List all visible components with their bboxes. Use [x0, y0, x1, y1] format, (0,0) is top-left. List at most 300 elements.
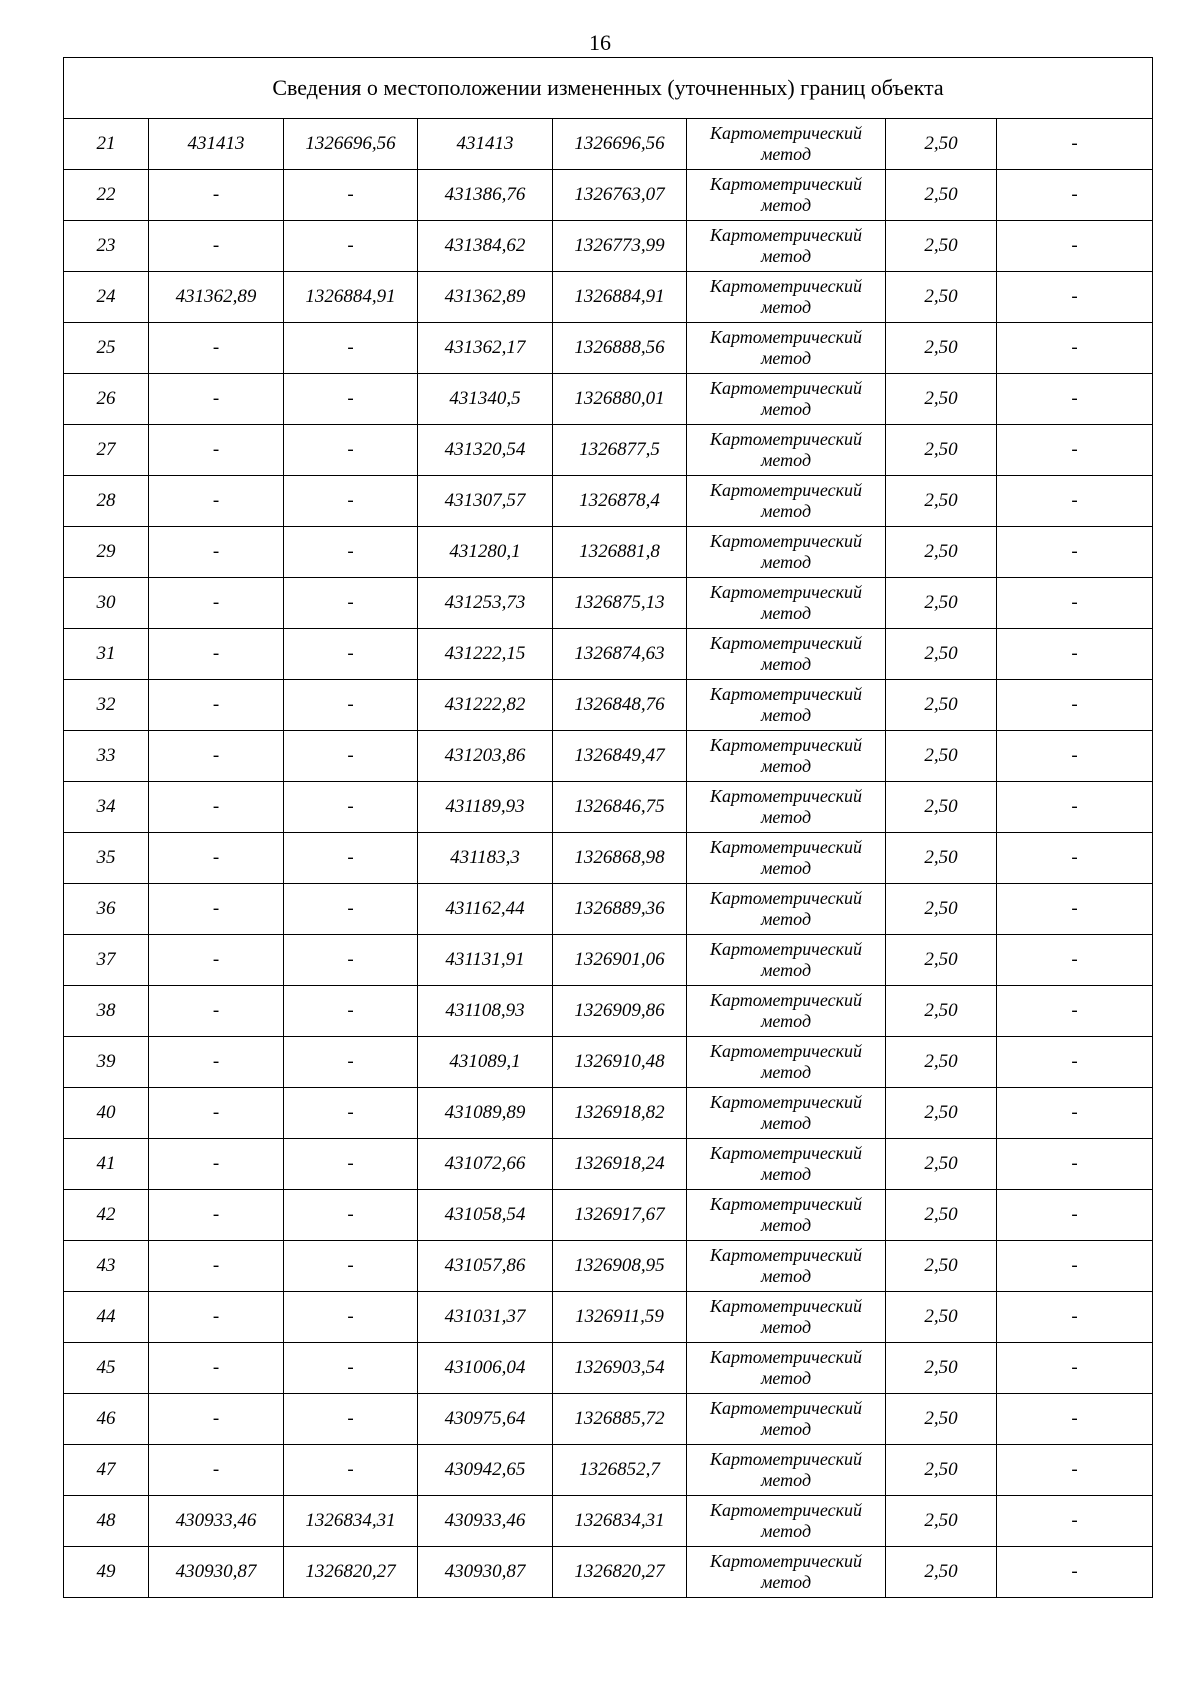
- accuracy-cell: 2,50: [886, 578, 997, 629]
- accuracy-cell: 2,50: [886, 1190, 997, 1241]
- point-number-cell: 25: [64, 323, 149, 374]
- existing-y-cell: -: [284, 731, 418, 782]
- method-line-2: метод: [760, 297, 812, 317]
- existing-x-cell: -: [149, 884, 284, 935]
- point-number-cell: 31: [64, 629, 149, 680]
- point-number-cell: 26: [64, 374, 149, 425]
- method-line-1: Картометрический: [709, 174, 862, 194]
- method-line-2: метод: [760, 1572, 812, 1592]
- point-number-cell: 23: [64, 221, 149, 272]
- method-line-1: Картометрический: [709, 225, 862, 245]
- table-row: [64, 680, 1153, 731]
- method-cell: [687, 323, 886, 374]
- point-number-cell: 38: [64, 986, 149, 1037]
- method-cell: [687, 1394, 886, 1445]
- method-line-2: метод: [760, 909, 812, 929]
- point-number-cell: 29: [64, 527, 149, 578]
- existing-x-cell: -: [149, 986, 284, 1037]
- new-y-cell: 1326918,24: [553, 1139, 687, 1190]
- new-x-cell: 431222,15: [418, 629, 553, 680]
- new-x-cell: 431307,57: [418, 476, 553, 527]
- existing-y-cell: -: [284, 1292, 418, 1343]
- method-line-1: Картометрический: [709, 1500, 862, 1520]
- new-y-cell: 1326917,67: [553, 1190, 687, 1241]
- new-x-cell: 430930,87: [418, 1547, 553, 1598]
- method-cell: [687, 1088, 886, 1139]
- accuracy-cell: 2,50: [886, 119, 997, 170]
- existing-x-cell: -: [149, 1088, 284, 1139]
- method-line-1: Картометрический: [709, 1143, 862, 1163]
- method-cell: [687, 680, 886, 731]
- new-x-cell: 431362,89: [418, 272, 553, 323]
- point-number-cell: 32: [64, 680, 149, 731]
- method-line-2: метод: [760, 858, 812, 878]
- accuracy-cell: 2,50: [886, 272, 997, 323]
- method-line-1: Картометрический: [709, 327, 862, 347]
- accuracy-cell: 2,50: [886, 1292, 997, 1343]
- point-number-cell: 39: [64, 1037, 149, 1088]
- method-cell: [687, 425, 886, 476]
- new-y-cell: 1326868,98: [553, 833, 687, 884]
- new-y-cell: 1326834,31: [553, 1496, 687, 1547]
- method-cell: [687, 1292, 886, 1343]
- existing-y-cell: -: [284, 476, 418, 527]
- method-cell: [687, 1190, 886, 1241]
- method-line-1: Картометрический: [709, 990, 862, 1010]
- existing-x-cell: -: [149, 1445, 284, 1496]
- existing-x-cell: -: [149, 782, 284, 833]
- existing-y-cell: -: [284, 935, 418, 986]
- method-line-2: метод: [760, 1368, 812, 1388]
- method-cell: [687, 935, 886, 986]
- new-y-cell: 1326910,48: [553, 1037, 687, 1088]
- new-x-cell: 431222,82: [418, 680, 553, 731]
- method-cell: [687, 1139, 886, 1190]
- table-row: [64, 986, 1153, 1037]
- existing-x-cell: -: [149, 374, 284, 425]
- method-line-2: метод: [760, 501, 812, 521]
- method-cell: [687, 1547, 886, 1598]
- accuracy-cell: 2,50: [886, 170, 997, 221]
- accuracy-cell: 2,50: [886, 833, 997, 884]
- accuracy-cell: 2,50: [886, 527, 997, 578]
- method-line-1: Картометрический: [709, 1449, 862, 1469]
- table-row: [64, 272, 1153, 323]
- table-row: [64, 170, 1153, 221]
- accuracy-cell: 2,50: [886, 782, 997, 833]
- method-line-2: метод: [760, 450, 812, 470]
- method-line-1: Картометрический: [709, 1041, 862, 1061]
- existing-x-cell: 430933,46: [149, 1496, 284, 1547]
- method-cell: [687, 629, 886, 680]
- note-cell: -: [997, 1547, 1153, 1598]
- table-row: [64, 731, 1153, 782]
- existing-x-cell: 431362,89: [149, 272, 284, 323]
- point-number-cell: 45: [64, 1343, 149, 1394]
- accuracy-cell: 2,50: [886, 1445, 997, 1496]
- note-cell: -: [997, 1190, 1153, 1241]
- new-y-cell: 1326877,5: [553, 425, 687, 476]
- existing-x-cell: -: [149, 1037, 284, 1088]
- method-line-1: Картометрический: [709, 939, 862, 959]
- existing-y-cell: -: [284, 1343, 418, 1394]
- note-cell: -: [997, 986, 1153, 1037]
- point-number-cell: 49: [64, 1547, 149, 1598]
- new-x-cell: 431183,3: [418, 833, 553, 884]
- method-line-2: метод: [760, 1011, 812, 1031]
- method-line-2: метод: [760, 246, 812, 266]
- new-y-cell: 1326901,06: [553, 935, 687, 986]
- new-y-cell: 1326878,4: [553, 476, 687, 527]
- method-line-2: метод: [760, 807, 812, 827]
- method-line-2: метод: [760, 144, 812, 164]
- existing-x-cell: -: [149, 731, 284, 782]
- method-cell: [687, 833, 886, 884]
- existing-x-cell: -: [149, 527, 284, 578]
- new-x-cell: 431072,66: [418, 1139, 553, 1190]
- method-line-2: метод: [760, 1266, 812, 1286]
- new-x-cell: 431340,5: [418, 374, 553, 425]
- method-cell: [687, 374, 886, 425]
- new-y-cell: 1326874,63: [553, 629, 687, 680]
- boundary-coordinates-table: [63, 57, 1153, 1598]
- accuracy-cell: 2,50: [886, 884, 997, 935]
- accuracy-cell: 2,50: [886, 1088, 997, 1139]
- method-line-1: Картометрический: [709, 123, 862, 143]
- note-cell: -: [997, 272, 1153, 323]
- existing-x-cell: -: [149, 1241, 284, 1292]
- method-line-1: Картометрический: [709, 1296, 862, 1316]
- new-x-cell: 431058,54: [418, 1190, 553, 1241]
- existing-y-cell: -: [284, 629, 418, 680]
- table-row: [64, 1445, 1153, 1496]
- new-y-cell: 1326881,8: [553, 527, 687, 578]
- existing-x-cell: -: [149, 1394, 284, 1445]
- method-line-1: Картометрический: [709, 276, 862, 296]
- existing-y-cell: -: [284, 323, 418, 374]
- point-number-cell: 28: [64, 476, 149, 527]
- point-number-cell: 48: [64, 1496, 149, 1547]
- method-line-1: Картометрический: [709, 837, 862, 857]
- method-cell: [687, 221, 886, 272]
- new-x-cell: 431253,73: [418, 578, 553, 629]
- method-line-1: Картометрический: [709, 1194, 862, 1214]
- method-cell: [687, 782, 886, 833]
- point-number-cell: 41: [64, 1139, 149, 1190]
- note-cell: -: [997, 119, 1153, 170]
- existing-x-cell: -: [149, 323, 284, 374]
- table-row: [64, 1394, 1153, 1445]
- accuracy-cell: 2,50: [886, 1394, 997, 1445]
- method-cell: [687, 119, 886, 170]
- existing-x-cell: -: [149, 680, 284, 731]
- new-y-cell: 1326852,7: [553, 1445, 687, 1496]
- method-line-1: Картометрический: [709, 582, 862, 602]
- table-row: [64, 221, 1153, 272]
- note-cell: -: [997, 680, 1153, 731]
- new-y-cell: 1326849,47: [553, 731, 687, 782]
- new-x-cell: 431089,1: [418, 1037, 553, 1088]
- note-cell: -: [997, 374, 1153, 425]
- new-y-cell: 1326820,27: [553, 1547, 687, 1598]
- table-header-row: [64, 58, 1153, 119]
- existing-y-cell: -: [284, 833, 418, 884]
- existing-y-cell: -: [284, 1037, 418, 1088]
- method-line-1: Картометрический: [709, 633, 862, 653]
- new-x-cell: 431031,37: [418, 1292, 553, 1343]
- method-line-2: метод: [760, 705, 812, 725]
- existing-y-cell: 1326696,56: [284, 119, 418, 170]
- table-row: [64, 374, 1153, 425]
- point-number-cell: 37: [64, 935, 149, 986]
- method-cell: [687, 1496, 886, 1547]
- new-x-cell: 431280,1: [418, 527, 553, 578]
- existing-x-cell: -: [149, 476, 284, 527]
- method-cell: [687, 170, 886, 221]
- note-cell: -: [997, 221, 1153, 272]
- existing-y-cell: -: [284, 1088, 418, 1139]
- existing-y-cell: -: [284, 425, 418, 476]
- new-y-cell: 1326696,56: [553, 119, 687, 170]
- point-number-cell: 47: [64, 1445, 149, 1496]
- note-cell: -: [997, 629, 1153, 680]
- new-x-cell: 430975,64: [418, 1394, 553, 1445]
- table-row: [64, 1139, 1153, 1190]
- new-x-cell: 431006,04: [418, 1343, 553, 1394]
- new-y-cell: 1326918,82: [553, 1088, 687, 1139]
- table-title: Сведения о местоположении измененных (уточненных) границ объекта: [64, 58, 1153, 119]
- table-row: [64, 1547, 1153, 1598]
- method-cell: [687, 578, 886, 629]
- new-x-cell: 431108,93: [418, 986, 553, 1037]
- table-row: [64, 476, 1153, 527]
- point-number-cell: 33: [64, 731, 149, 782]
- method-line-1: Картометрический: [709, 786, 862, 806]
- method-line-1: Картометрический: [709, 1551, 862, 1571]
- new-x-cell: 431413: [418, 119, 553, 170]
- accuracy-cell: 2,50: [886, 986, 997, 1037]
- table-row: [64, 1241, 1153, 1292]
- note-cell: -: [997, 731, 1153, 782]
- existing-y-cell: 1326834,31: [284, 1496, 418, 1547]
- new-x-cell: 431384,62: [418, 221, 553, 272]
- new-y-cell: 1326911,59: [553, 1292, 687, 1343]
- method-line-2: метод: [760, 1062, 812, 1082]
- existing-y-cell: -: [284, 1190, 418, 1241]
- existing-x-cell: -: [149, 935, 284, 986]
- table-row: [64, 1343, 1153, 1394]
- table-row: [64, 629, 1153, 680]
- point-number-cell: 24: [64, 272, 149, 323]
- new-x-cell: 430933,46: [418, 1496, 553, 1547]
- method-line-1: Картометрический: [709, 378, 862, 398]
- method-line-2: метод: [760, 756, 812, 776]
- new-y-cell: 1326889,36: [553, 884, 687, 935]
- method-line-1: Картометрический: [709, 480, 862, 500]
- table-row: [64, 1292, 1153, 1343]
- new-x-cell: 431162,44: [418, 884, 553, 935]
- note-cell: -: [997, 1445, 1153, 1496]
- existing-x-cell: -: [149, 578, 284, 629]
- point-number-cell: 21: [64, 119, 149, 170]
- method-cell: [687, 731, 886, 782]
- method-cell: [687, 884, 886, 935]
- table-row: [64, 425, 1153, 476]
- table-row: [64, 1088, 1153, 1139]
- point-number-cell: 43: [64, 1241, 149, 1292]
- method-line-2: метод: [760, 1419, 812, 1439]
- point-number-cell: 22: [64, 170, 149, 221]
- note-cell: -: [997, 578, 1153, 629]
- method-line-1: Картометрический: [709, 429, 862, 449]
- table-row: [64, 1190, 1153, 1241]
- table-row: [64, 578, 1153, 629]
- method-line-2: метод: [760, 960, 812, 980]
- note-cell: -: [997, 1241, 1153, 1292]
- note-cell: -: [997, 935, 1153, 986]
- point-number-cell: 40: [64, 1088, 149, 1139]
- existing-y-cell: -: [284, 782, 418, 833]
- new-x-cell: 431362,17: [418, 323, 553, 374]
- table-row: [64, 527, 1153, 578]
- method-line-2: метод: [760, 348, 812, 368]
- method-line-2: метод: [760, 603, 812, 623]
- existing-y-cell: -: [284, 680, 418, 731]
- new-y-cell: 1326773,99: [553, 221, 687, 272]
- method-line-2: метод: [760, 1113, 812, 1133]
- table-row: [64, 1037, 1153, 1088]
- existing-x-cell: 431413: [149, 119, 284, 170]
- point-number-cell: 36: [64, 884, 149, 935]
- note-cell: -: [997, 1496, 1153, 1547]
- point-number-cell: 30: [64, 578, 149, 629]
- existing-x-cell: -: [149, 1292, 284, 1343]
- table-row: [64, 119, 1153, 170]
- new-x-cell: 431386,76: [418, 170, 553, 221]
- point-number-cell: 34: [64, 782, 149, 833]
- accuracy-cell: 2,50: [886, 629, 997, 680]
- method-line-1: Картометрический: [709, 1398, 862, 1418]
- new-y-cell: 1326903,54: [553, 1343, 687, 1394]
- existing-y-cell: -: [284, 1139, 418, 1190]
- method-line-1: Картометрический: [709, 684, 862, 704]
- note-cell: -: [997, 476, 1153, 527]
- new-x-cell: 431131,91: [418, 935, 553, 986]
- new-y-cell: 1326875,13: [553, 578, 687, 629]
- accuracy-cell: 2,50: [886, 1037, 997, 1088]
- method-cell: [687, 1445, 886, 1496]
- existing-x-cell: -: [149, 425, 284, 476]
- existing-x-cell: -: [149, 170, 284, 221]
- method-cell: [687, 1343, 886, 1394]
- note-cell: -: [997, 425, 1153, 476]
- method-line-1: Картометрический: [709, 1092, 862, 1112]
- accuracy-cell: 2,50: [886, 680, 997, 731]
- table-row: [64, 1496, 1153, 1547]
- note-cell: -: [997, 1292, 1153, 1343]
- method-line-2: метод: [760, 1317, 812, 1337]
- existing-y-cell: -: [284, 527, 418, 578]
- accuracy-cell: 2,50: [886, 374, 997, 425]
- accuracy-cell: 2,50: [886, 425, 997, 476]
- point-number-cell: 44: [64, 1292, 149, 1343]
- new-y-cell: 1326909,86: [553, 986, 687, 1037]
- existing-y-cell: -: [284, 1445, 418, 1496]
- note-cell: -: [997, 323, 1153, 374]
- existing-y-cell: -: [284, 986, 418, 1037]
- new-x-cell: 431089,89: [418, 1088, 553, 1139]
- method-line-1: Картометрический: [709, 735, 862, 755]
- point-number-cell: 42: [64, 1190, 149, 1241]
- method-cell: [687, 986, 886, 1037]
- method-line-2: метод: [760, 1470, 812, 1490]
- table-row: [64, 935, 1153, 986]
- new-y-cell: 1326880,01: [553, 374, 687, 425]
- new-y-cell: 1326763,07: [553, 170, 687, 221]
- existing-x-cell: 430930,87: [149, 1547, 284, 1598]
- existing-x-cell: -: [149, 1190, 284, 1241]
- note-cell: -: [997, 1139, 1153, 1190]
- existing-y-cell: -: [284, 374, 418, 425]
- note-cell: -: [997, 527, 1153, 578]
- accuracy-cell: 2,50: [886, 221, 997, 272]
- note-cell: -: [997, 884, 1153, 935]
- method-cell: [687, 1241, 886, 1292]
- existing-y-cell: -: [284, 1241, 418, 1292]
- note-cell: -: [997, 1037, 1153, 1088]
- accuracy-cell: 2,50: [886, 1343, 997, 1394]
- existing-y-cell: -: [284, 170, 418, 221]
- method-line-1: Картометрический: [709, 1347, 862, 1367]
- existing-y-cell: 1326884,91: [284, 272, 418, 323]
- method-cell: [687, 272, 886, 323]
- method-line-2: метод: [760, 654, 812, 674]
- table-row: [64, 884, 1153, 935]
- table-row: [64, 833, 1153, 884]
- method-line-2: метод: [760, 1215, 812, 1235]
- new-y-cell: 1326884,91: [553, 272, 687, 323]
- method-line-1: Картометрический: [709, 531, 862, 551]
- existing-y-cell: -: [284, 884, 418, 935]
- existing-x-cell: -: [149, 221, 284, 272]
- existing-y-cell: -: [284, 1394, 418, 1445]
- table-row: [64, 323, 1153, 374]
- new-y-cell: 1326848,76: [553, 680, 687, 731]
- new-y-cell: 1326888,56: [553, 323, 687, 374]
- point-number-cell: 35: [64, 833, 149, 884]
- existing-y-cell: -: [284, 578, 418, 629]
- method-line-2: метод: [760, 1521, 812, 1541]
- new-x-cell: 431203,86: [418, 731, 553, 782]
- accuracy-cell: 2,50: [886, 1139, 997, 1190]
- note-cell: -: [997, 833, 1153, 884]
- new-y-cell: 1326885,72: [553, 1394, 687, 1445]
- new-x-cell: 431189,93: [418, 782, 553, 833]
- new-y-cell: 1326846,75: [553, 782, 687, 833]
- note-cell: -: [997, 1343, 1153, 1394]
- method-line-2: метод: [760, 1164, 812, 1184]
- existing-y-cell: 1326820,27: [284, 1547, 418, 1598]
- accuracy-cell: 2,50: [886, 1547, 997, 1598]
- accuracy-cell: 2,50: [886, 1496, 997, 1547]
- note-cell: -: [997, 170, 1153, 221]
- table-row: [64, 782, 1153, 833]
- method-line-2: метод: [760, 552, 812, 572]
- page-number: 16: [589, 30, 611, 55]
- note-cell: -: [997, 1088, 1153, 1139]
- point-number-cell: 27: [64, 425, 149, 476]
- accuracy-cell: 2,50: [886, 1241, 997, 1292]
